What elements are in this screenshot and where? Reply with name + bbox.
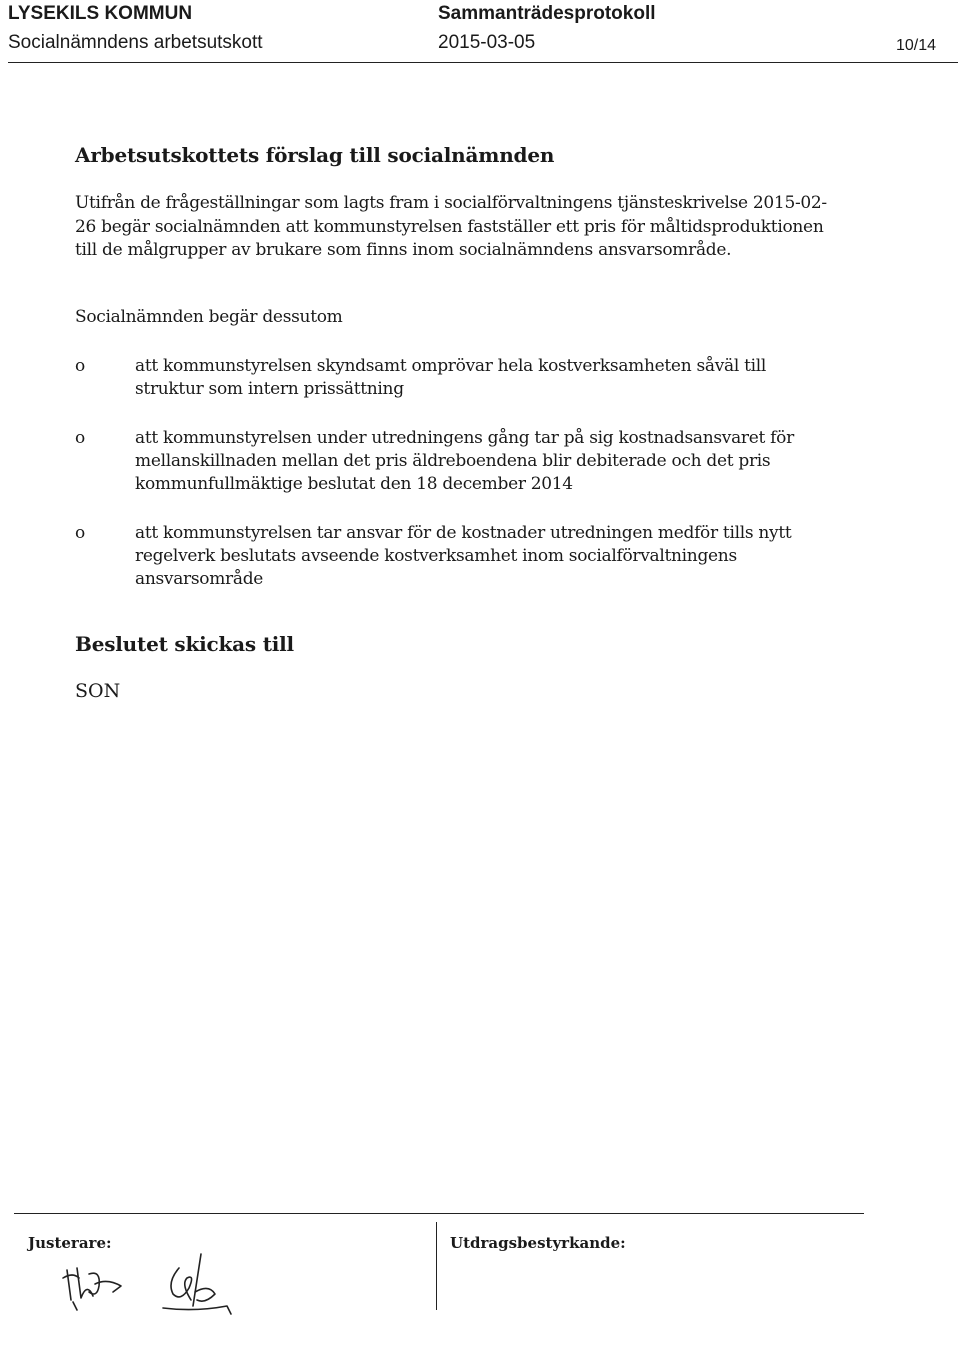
- footer-divider: [14, 1213, 864, 1214]
- list-item: [75, 355, 835, 401]
- bullet-marker: o: [75, 428, 85, 448]
- proposal-paragraph: Utifrån de frågeställningar som lagts fram i socialförvaltningens tjänsteskrivelse 2015-02-26 begär socialnämnden att kommunstyrelsen fastställer ett pris för måltidsproduktionen till de målgrupper av brukare som finns inom socialnämndens ansvarsområde.: [75, 193, 827, 260]
- bullet-marker: o: [75, 523, 85, 543]
- header-divider: [8, 62, 958, 63]
- certification-label: Utdragsbestyrkande:: [450, 1234, 626, 1252]
- list-item: [75, 522, 835, 591]
- bullet-text: att kommunstyrelsen skyndsamt omprövar hela kostverksamheten såväl till struktur som intern prissättning: [135, 356, 767, 399]
- distribution-heading: Beslutet skickas till: [75, 632, 294, 656]
- document-type: Sammanträdesprotokoll: [438, 3, 656, 24]
- proposal-intro: Socialnämnden begär dessutom: [75, 307, 343, 327]
- organization-name: LYSEKILS KOMMUN: [8, 3, 193, 24]
- meeting-date: 2015-03-05: [438, 32, 536, 53]
- bullet-text: att kommunstyrelsen tar ansvar för de kostnader utredningen medför tills nytt regelverk beslutats avseende kostverksamhet inom socialförvaltningens ansvarsområde: [135, 523, 792, 589]
- proposal-heading: Arbetsutskottets förslag till socialnämnden: [75, 143, 555, 167]
- footer-column-divider: [436, 1222, 437, 1310]
- adjuster-label: Justerare:: [28, 1234, 112, 1252]
- handwritten-signatures: [55, 1248, 245, 1323]
- bullet-text: att kommunstyrelsen under utredningens gång tar på sig kostnadsansvaret för mellanskillnaden mellan det pris äldreboendena blir debiterade och det pris kommunfullmäktige beslutat den 18 december 2014: [135, 428, 794, 494]
- bullet-marker: o: [75, 356, 85, 376]
- proposal-bullet-list: [75, 355, 835, 591]
- page-number: 10/14: [896, 37, 937, 54]
- committee-name: Socialnämndens arbetsutskott: [8, 32, 263, 53]
- distribution-recipient: SON: [75, 680, 121, 702]
- list-item: [75, 427, 835, 496]
